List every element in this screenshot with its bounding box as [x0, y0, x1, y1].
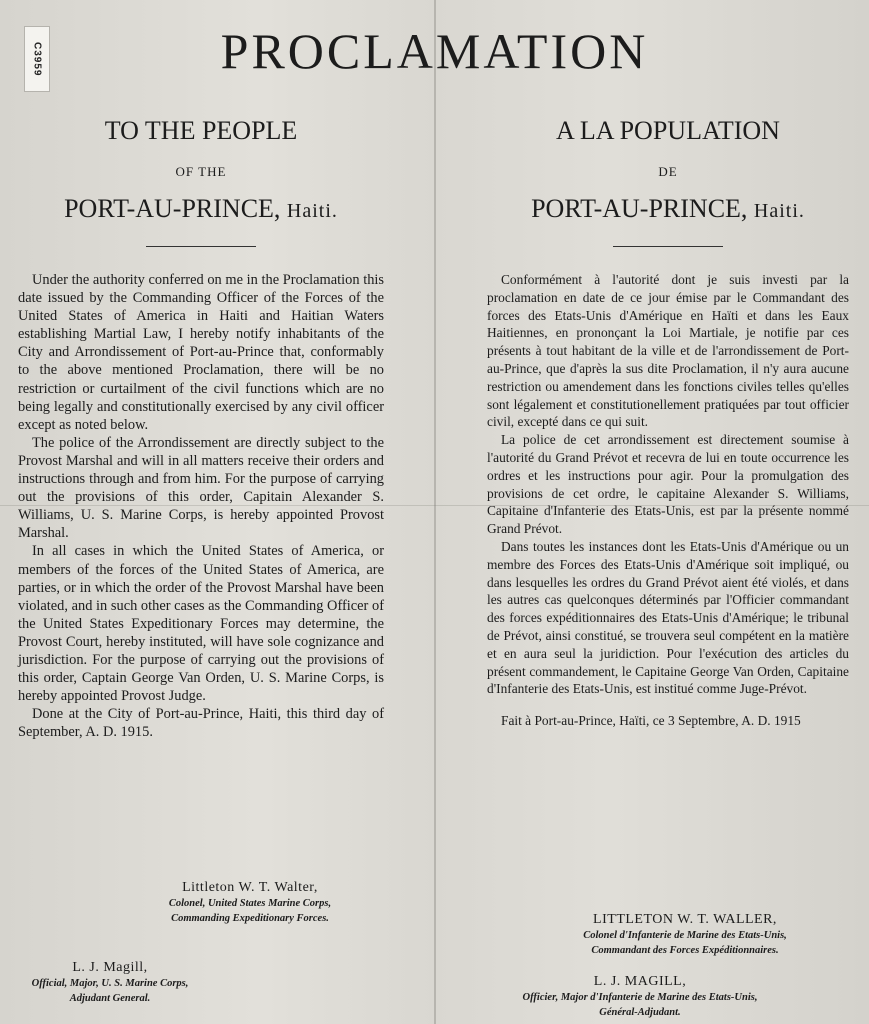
- french-paragraph-4: Fait à Port-au-Prince, Haïti, ce 3 Septembre, A. D. 1915: [501, 713, 801, 729]
- signature-name: LITTLETON W. T. WALLER,: [593, 912, 777, 927]
- french-signature-magill: [470, 974, 810, 1020]
- french-paragraph-3: Dans toutes les instances dont les Etats-Unis d'Amérique ou un membre des Forces des Etats-Unis d'Amérique soit impliqué, ou dans lesquelles les ordres du Grand Prévot aient été violés, et dans les autres cas quelconques déterminés par l'Officier commandant des forces expéditionnaires des Etats-Unis d'Amérique; le tribunal de Prévot, ainsi constitué, se trouvera seul compétent en la matière et en aura seul la juridiction. Pour l'exécution des articles du présent commandement, le Capitaine George Van Orden, Capitaine d'Infanterie des Etats-Unis, est institué comme Juge-Prévot.: [487, 538, 849, 697]
- french-paragraph-2: La police de cet arrondissement est directement soumise à l'autorité du Grand Prévot et recevra de lui en toute occurrence les ordres et les instructions pour agir. Pour la promulgation des provisions de cet ordre, le capitaine Alexander S. Williams, Capitaine d'Infanterie des Etats-Unis, est par la présente nommé Grand Prévot.: [487, 432, 849, 537]
- signature-role: Officier, Major d'Infanterie de Marine des Etats-Unis,: [522, 992, 758, 1003]
- english-signature-walter: [130, 880, 370, 926]
- english-paragraph-2: The police of the Arrondissement are directly subject to the Provost Marshal and will in all matters receive their orders and instructions through and from him. For the purpose of carrying out the provisions of this order, Capitain Alexander S. Williams, U. S. Marine Corps, is hereby appointed Provost Marshal.: [18, 434, 384, 542]
- signature-role: Commandant des Forces Expéditionnaires.: [591, 945, 779, 956]
- french-place-country: Haiti.: [753, 200, 805, 222]
- paper-fold-vertical: [434, 0, 436, 1024]
- english-paragraph-3: In all cases in which the United States of America, or members of the forces of the United States of America, are parties, or in which the order of the Provost Marshal have been violated, and in such other cases as the Commanding Officer of the United States Expeditionary Forces may determine, the Provost Court, hereby instituted, will have sole cognizance and jurisdiction. For the purpose of carrying out the provisions of this order, Captain George Van Orden, U. S. Marine Corps, is hereby appointed Provost Judge.: [18, 543, 384, 705]
- signature-role: Général-Adjudant.: [599, 1007, 681, 1018]
- signature-role: Colonel, United States Marine Corps,: [168, 898, 332, 909]
- french-heading: A LA POPULATION: [556, 116, 780, 145]
- french-de: DE: [658, 164, 678, 179]
- signature-role: Colonel d'Infanterie de Marine des Etats-Unis,: [583, 930, 787, 941]
- signature-role: Adjudant General.: [69, 993, 151, 1004]
- signature-name: Littleton W. T. Walter,: [182, 880, 318, 895]
- archive-stamp-text: C3959: [31, 41, 43, 77]
- english-divider: [146, 246, 256, 247]
- signature-role: Commanding Expeditionary Forces.: [171, 913, 329, 924]
- english-place-main: PORT-AU-PRINCE,: [64, 194, 281, 223]
- signature-name: L. J. MAGILL,: [593, 974, 687, 989]
- english-column: [18, 116, 384, 741]
- english-heading: TO THE PEOPLE: [104, 116, 298, 145]
- signature-name: L. J. Magill,: [72, 960, 148, 975]
- french-column: [487, 116, 849, 730]
- english-place-country: Haiti.: [286, 200, 338, 222]
- english-signature-magill: [10, 960, 210, 1006]
- french-signature-waller: [520, 912, 850, 958]
- english-paragraph-1: Under the authority conferred on me in the Proclamation this date issued by the Commanding Officer of the Forces of the United States of America in Haiti and Haitian Waters establishing Martial Law, I hereby notify inhabitants of the City and Arrondissement of Port-au-Prince that, conformably to the above mentioned Proclamation, there will be no restriction or curtailment of the civil functions which are no being legally and constitutionally exercised by any civil officer except as noted below.: [18, 272, 384, 433]
- french-divider: [613, 246, 723, 247]
- english-of-the: OF THE: [175, 164, 227, 179]
- french-paragraph-1: Conformément à l'autorité dont je suis investi par la proclamation en date de ce jour émise par le Commandant des forces des Etats-Unis d'Amérique en Haïti et dans les Eaux Haitiennes, en prononçant la Loi Martiale, je notifie par ces présents à tout habitant de la ville et de l'arrondissement de Port-au-Prince, que d'après la sus dite Proclamation, il n'y aura aucune restriction ou amendement dans les fonctions civiles telles qu'elles sont légalement et constitutionellement pratiquées par tout officier civil, excepté dans ce qui suit.: [487, 272, 849, 430]
- english-paragraph-4: Done at the City of Port-au-Prince, Haiti, this third day of September, A. D. 1915.: [18, 706, 384, 741]
- signature-role: Official, Major, U. S. Marine Corps,: [31, 978, 189, 989]
- english-place: [18, 194, 384, 224]
- french-place-main: PORT-AU-PRINCE,: [531, 194, 748, 223]
- french-place: [487, 194, 849, 224]
- proclamation-title: PROCLAMATION: [220, 23, 649, 79]
